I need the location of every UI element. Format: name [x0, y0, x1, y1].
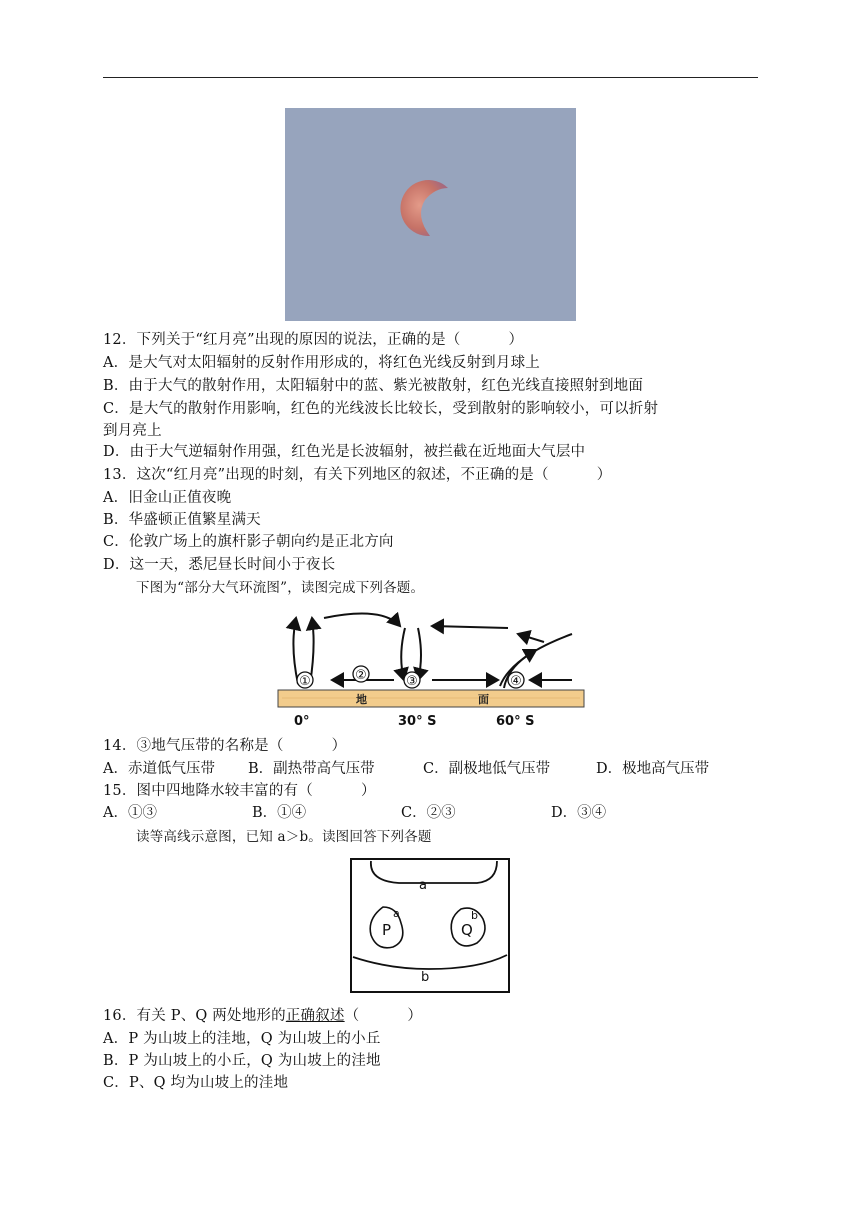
q12-option-b: B．由于大气的散射作用，太阳辐射中的蓝、紫光被散射，红色光线直接照射到地面: [103, 378, 644, 394]
q16-stem: 16．有关 P、Q 两处地形的正确叙述（ ）: [103, 1008, 423, 1024]
moon-image: [285, 108, 576, 321]
q15-option-a: A．①③: [103, 805, 157, 821]
q16-option-b: B．P 为山坡上的小丘，Q 为山坡上的洼地: [103, 1053, 381, 1069]
q13-option-a: A．旧金山正值夜晚: [103, 490, 232, 506]
q14-stem: 14．③地气压带的名称是（ ）: [103, 738, 347, 754]
contour-label-b-bottom: b: [421, 970, 430, 985]
lat-30s: 30° S: [398, 714, 437, 729]
q12-option-c: C．是大气的散射作用影响，红色的光线波长比较长，受到散射的影响较小，可以折射: [103, 401, 659, 417]
q12-option-a: A．是大气对太阳辐射的反射作用形成的，将红色光线反射到月球上: [103, 355, 540, 371]
q13-stem: 13．这次“红月亮”出现的时刻，有关下列地区的叙述，不正确的是（ ）: [103, 467, 612, 483]
ground-label-right: 面: [478, 693, 489, 706]
point-p: P: [382, 921, 392, 939]
label-3: ③: [406, 674, 418, 689]
q13-option-b: B．华盛顿正值繁星满天: [103, 512, 261, 528]
point-q: Q: [461, 921, 473, 939]
q14-option-d: D．极地高气压带: [596, 761, 710, 777]
q15-option-d: D．③④: [551, 805, 607, 821]
ground-label-left: 地: [356, 693, 367, 706]
label-1: ①: [299, 674, 311, 689]
q15-option-c: C．②③: [401, 805, 456, 821]
q15-option-b: B．①④: [252, 805, 307, 821]
q12-option-c-cont: 到月亮上: [103, 423, 162, 439]
contour-diagram: [349, 857, 511, 999]
q16-option-a: A．P 为山坡上的洼地，Q 为山坡上的小丘: [103, 1031, 381, 1047]
contour-label-q-b: b: [471, 909, 478, 922]
circulation-diagram: [272, 606, 592, 736]
q16-option-c: C．P、Q 均为山坡上的洼地: [103, 1075, 289, 1091]
q12-stem: 12．下列关于“红月亮”出现的原因的说法，正确的是（ ）: [103, 332, 524, 348]
contour-label-p-a: a: [393, 907, 400, 920]
lat-0: 0°: [294, 714, 310, 729]
q14-option-a: A．赤道低气压带: [103, 761, 215, 777]
label-4: ④: [510, 674, 522, 689]
label-2: ②: [355, 668, 367, 683]
q14-option-b: B．副热带高气压带: [248, 761, 375, 777]
contour-label-a-top: a: [419, 878, 427, 893]
header-rule: [103, 77, 758, 78]
lat-60s: 60° S: [496, 714, 535, 729]
q12-option-d: D．由于大气逆辐射作用强，红色光是长波辐射，被拦截在近地面大气层中: [103, 444, 586, 460]
q13-option-c: C．伦敦广场上的旗杆影子朝向约是正北方向: [103, 534, 394, 550]
q13-option-d: D．这一天，悉尼昼长时间小于夜长: [103, 557, 336, 573]
q14-option-c: C．副极地低气压带: [423, 761, 551, 777]
q15-stem: 15．图中四地降水较丰富的有（ ）: [103, 783, 376, 799]
red-moon-photo: [285, 108, 576, 321]
intro-contour: 读等高线示意图，已知 a＞b。读图回答下列各题: [136, 829, 432, 845]
intro-circulation: 下图为“部分大气环流图”，读图完成下列各题。: [136, 580, 425, 596]
